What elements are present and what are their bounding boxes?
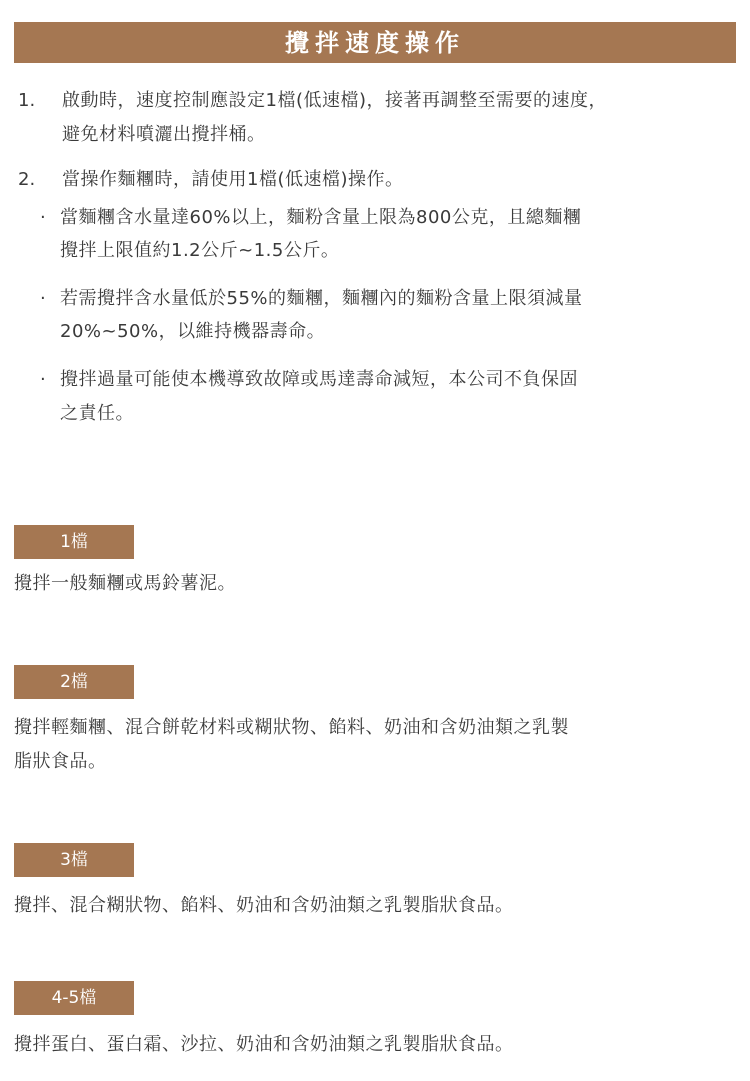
bullet-text: 之責任。: [60, 403, 134, 424]
bullet-mark: ·: [40, 288, 46, 309]
step-text: 當操作麵糰時，請使用1檔(低速檔)操作。: [62, 169, 404, 190]
speed-label: 3檔: [14, 843, 134, 877]
bullet-text: 當麵糰含水量達60%以上，麵粉含量上限為800公克，且總麵糰: [60, 207, 582, 228]
speed-label: 4-5檔: [14, 981, 134, 1015]
step-number: 1.: [18, 90, 36, 111]
step-text: 啟動時，速度控制應設定1檔(低速檔)，接著再調整至需要的速度，: [62, 90, 607, 111]
step-number: 2.: [18, 169, 36, 190]
speed-desc: 攪拌一般麵糰或馬鈴薯泥。: [14, 573, 236, 594]
section-title: 攪拌速度操作: [14, 22, 736, 63]
bullet-text: 若需攪拌含水量低於55%的麵糰，麵糰內的麵粉含量上限須減量: [60, 288, 583, 309]
speed-label: 1檔: [14, 525, 134, 559]
step-text: 避免材料噴灑出攪拌桶。: [62, 124, 266, 145]
bullet-text: 攪拌過量可能使本機導致故障或馬達壽命減短，本公司不負保固: [60, 369, 578, 390]
bullet-text: 攪拌上限值約1.2公斤~1.5公斤。: [60, 240, 340, 261]
speed-desc: 攪拌、混合糊狀物、餡料、奶油和含奶油類之乳製脂狀食品。: [14, 895, 514, 916]
speed-desc: 脂狀食品。: [14, 751, 107, 772]
speed-label: 2檔: [14, 665, 134, 699]
bullet-mark: ·: [40, 369, 46, 390]
bullet-mark: ·: [40, 207, 46, 228]
bullet-text: 20%~50%，以維持機器壽命。: [60, 321, 326, 342]
speed-desc: 攪拌輕麵糰、混合餅乾材料或糊狀物、餡料、奶油和含奶油類之乳製: [14, 717, 569, 738]
speed-desc: 攪拌蛋白、蛋白霜、沙拉、奶油和含奶油類之乳製脂狀食品。: [14, 1034, 514, 1055]
